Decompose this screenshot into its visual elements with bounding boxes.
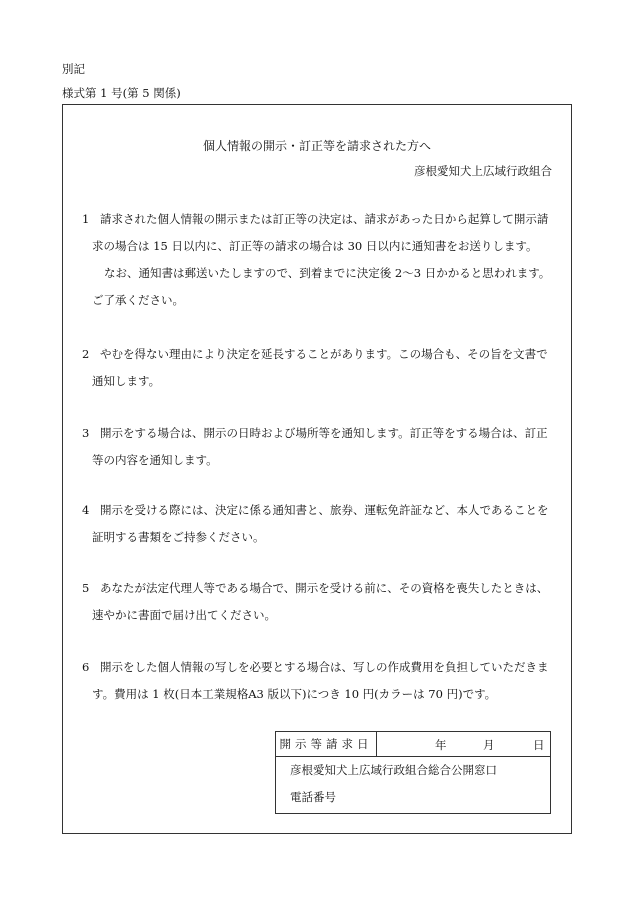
item-2 (82, 341, 554, 395)
item-text: 開示をした個人情報の写しを必要とする場合は、写しの作成費用を負担していただきま (100, 660, 549, 674)
day-label: 日 (533, 738, 545, 752)
item-text: 開示を受ける際には、決定に係る通知書と、旅券、運転免許証など、本人であることを (100, 503, 549, 517)
item-number: 6 (82, 660, 90, 674)
item-6 (82, 654, 554, 708)
item-text: ご了承ください。 (92, 293, 184, 307)
month-label: 月 (483, 738, 495, 752)
item-5 (82, 575, 554, 629)
item-text: 開示をする場合は、開示の日時および場所等を通知します。訂正等をする場合は、訂正 (100, 426, 548, 440)
item-text: なお、通知書は郵送いたしますので、到着までに決定後 2〜3 日かかると思われます。 (104, 266, 551, 280)
item-text: 求の場合は 15 日以内に、訂正等の請求の場合は 30 日以内に通知書をお送りします。 (92, 239, 538, 253)
item-text: 通知します。 (92, 374, 161, 388)
year-label: 年 (435, 738, 447, 752)
item-text: 請求された個人情報の開示または訂正等の決定は、請求があった日から起算して開示請 (100, 212, 549, 226)
item-text: す。費用は 1 枚(日本工業規格A3 版以下)につき 10 円(カラーは 70 円)です。 (92, 687, 497, 701)
item-number: 3 (82, 426, 90, 440)
item-number: 1 (82, 212, 90, 226)
office-info (276, 757, 551, 814)
item-number: 2 (82, 347, 90, 361)
item-4 (82, 497, 554, 551)
item-text: 等の内容を通知します。 (92, 453, 218, 467)
annex-label: 別記 (62, 62, 85, 76)
office-name: 彦根愛知犬上広域行政組合総合公開窓口 (290, 763, 497, 777)
item-1 (82, 206, 554, 314)
item-text: 速やかに書面で届け出てください。 (92, 608, 276, 622)
phone-label: 電話番号 (290, 790, 336, 804)
request-box (275, 731, 551, 814)
item-text: やむを得ない理由により決定を延長することがあります。この場合も、その旨を文書で (100, 347, 548, 361)
item-text: 証明する書類をご持参ください。 (92, 530, 265, 544)
item-number: 4 (82, 503, 90, 517)
item-number: 5 (82, 581, 90, 595)
request-date-field[interactable] (377, 732, 551, 757)
item-3 (82, 420, 554, 474)
organization-name: 彦根愛知犬上広域行政組合 (414, 164, 552, 178)
item-text: あなたが法定代理人等である場合で、開示を受ける前に、その資格を喪失したときは、 (100, 581, 549, 595)
form-number: 様式第 1 号(第 5 関係) (62, 86, 181, 100)
request-date-label: 開示等請求日 (276, 732, 377, 757)
notice-title: 個人情報の開示・訂正等を請求された方へ (202, 139, 431, 153)
